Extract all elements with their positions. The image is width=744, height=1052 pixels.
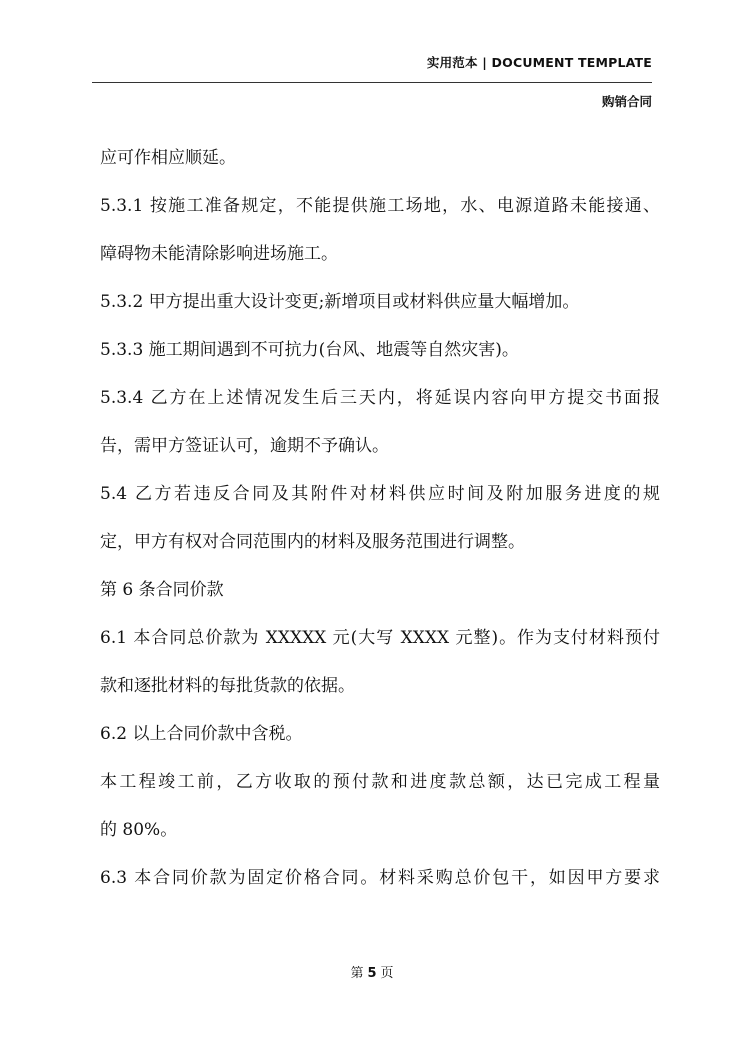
body-line: 6.1 本合同总价款为 XXXXX 元(大写 XXXX 元整)。作为支付材料预付 <box>100 628 660 648</box>
body-line: 款和逐批材料的每批货款的依据。 <box>100 676 355 696</box>
body-line: 5.3.4 乙方在上述情况发生后三天内，将延误内容向甲方提交书面报 <box>100 388 660 408</box>
section-heading: 第 6 条合同价款 <box>100 580 224 600</box>
header-divider <box>92 82 652 83</box>
body-line: 6.3 本合同价款为固定价格合同。材料采购总价包干，如因甲方要求 <box>100 868 660 888</box>
body-line: 本工程竣工前，乙方收取的预付款和进度款总额，达已完成工程量 <box>100 772 660 792</box>
page-footer <box>0 962 744 981</box>
body-line: 5.4 乙方若违反合同及其附件对材料供应时间及附加服务进度的规 <box>100 484 660 504</box>
body-line: 的 80%。 <box>100 820 178 840</box>
header-title: 实用范本 | DOCUMENT TEMPLATE <box>426 55 652 70</box>
body-line: 定，甲方有权对合同范围内的材料及服务范围进行调整。 <box>100 532 525 552</box>
body-line: 应可作相应顺延。 <box>100 148 236 168</box>
body-line: 障碍物未能清除影响进场施工。 <box>100 244 338 264</box>
page-number-suffix: 页 <box>380 966 394 981</box>
page-number: 5 <box>367 966 377 981</box>
body-line: 5.3.2 甲方提出重大设计变更;新增项目或材料供应量大幅增加。 <box>100 292 580 312</box>
body-line: 6.2 以上合同价款中含税。 <box>100 724 303 744</box>
body-line: 告，需甲方签证认可，逾期不予确认。 <box>100 436 389 456</box>
document-body <box>100 134 660 902</box>
body-line: 5.3.1 按施工准备规定，不能提供施工场地，水、电源道路未能接通、 <box>100 196 660 216</box>
body-line: 5.3.3 施工期间遇到不可抗力(台风、地震等自然灾害)。 <box>100 340 519 360</box>
page-number-prefix: 第 <box>350 966 364 981</box>
header-subtitle: 购销合同 <box>601 94 652 109</box>
